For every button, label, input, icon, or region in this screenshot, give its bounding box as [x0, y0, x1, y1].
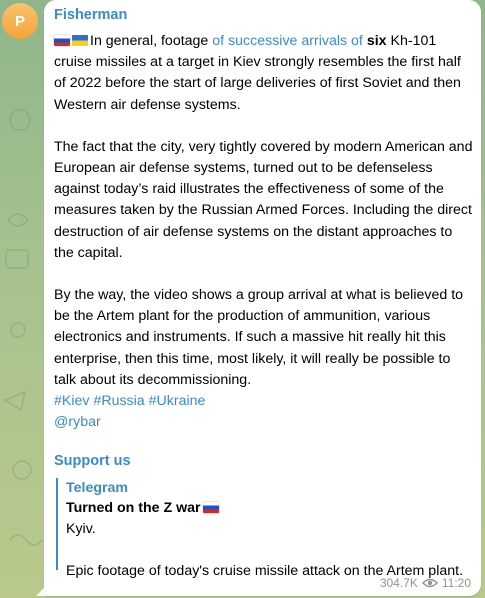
- p1-text-c: Kh-101 cruise missiles at a target in Kiev strongly resembles the first half of 2022 before the start of large deliveries of first Soviet and then Western air defense systems.: [54, 33, 461, 113]
- view-count: 304.7K: [379, 576, 418, 590]
- forward-channel-name: Telegram: [66, 480, 129, 496]
- russia-flag-icon: [203, 502, 219, 513]
- message-meta: [380, 576, 471, 590]
- mention-link[interactable]: @rybar: [54, 414, 101, 431]
- paragraph-3: By the way, the video shows a group arrival at what is believed to be the Artem plant for the production of ammunition, various electronics and instruments. If such a massive hit really hit this enterprise, then this time, most likely, it will really be possible to talk about its decommissioning.: [54, 287, 464, 388]
- p1-bold-six: six: [366, 33, 387, 49]
- forward-line-2: Epic footage of today's cruise missile attack on the Artem plant.: [66, 563, 464, 579]
- forward-line-1: Kyiv.: [66, 521, 96, 537]
- paragraph-1: [54, 31, 474, 116]
- forward-title: Turned on the Z war: [66, 498, 476, 519]
- p1-text-a: In general, footage: [90, 33, 213, 49]
- avatar-letter: P: [14, 12, 25, 30]
- channel-avatar[interactable]: [2, 3, 38, 39]
- ukraine-flag-icon: [72, 35, 88, 46]
- message-time: 11:20: [441, 576, 471, 590]
- russia-flag-icon: [54, 35, 70, 46]
- message-bubble: [44, 0, 481, 596]
- message-text: [54, 31, 474, 433]
- support-us-link[interactable]: Support us: [54, 453, 131, 469]
- eye-icon: [422, 578, 438, 588]
- paragraph-2: The fact that the city, very tightly covered by modern American and European air defense systems, turned out to be defenseless against today’s raid illustrates the effectiveness of some of the measures taken by the Russian Armed Forces. Including the direct destruction of air defense systems on the distant approaches to the capital.: [54, 138, 473, 261]
- forwarded-preview[interactable]: [56, 478, 476, 579]
- successive-arrivals-link[interactable]: of successive arrivals of: [212, 33, 363, 49]
- hashtags[interactable]: #Kiev #Russia #Ukraine: [54, 393, 206, 410]
- sender-name[interactable]: Fisherman: [54, 7, 128, 23]
